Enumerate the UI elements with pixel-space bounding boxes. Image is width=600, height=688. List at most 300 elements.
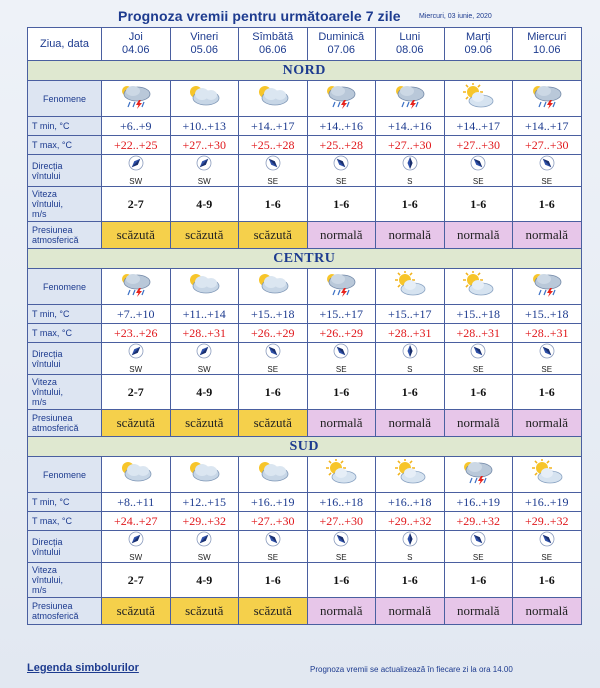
tmax-cell [170, 512, 239, 531]
tmax-cell [513, 512, 582, 531]
wind-speed-cell [444, 563, 513, 598]
wind-direction-value: SE [267, 177, 279, 186]
pressure-cell: scăzută [102, 598, 171, 625]
day-name: Sîmbătă [252, 31, 294, 43]
cloud-sun-icon [187, 83, 221, 114]
wind-direction-label-line: Direcția [32, 348, 63, 359]
phenomena-cell [513, 457, 582, 493]
wind-direction [308, 531, 376, 562]
wind-direction-row [28, 155, 582, 187]
tmax-cell [513, 324, 582, 343]
tmin-cell [444, 493, 513, 512]
tmin-value: +14..+16 [319, 119, 364, 133]
tmax-value: +24..+27 [113, 514, 158, 528]
sun-cloud-icon [393, 459, 427, 490]
tmax-value: +26..+29 [250, 326, 295, 340]
pressure-cell: scăzută [102, 222, 171, 249]
wind-direction-cell [307, 343, 376, 375]
tmax-label: T max, °C [28, 324, 102, 343]
tmin-value: +16..+18 [319, 495, 364, 509]
tmin-value: +15..+18 [524, 307, 569, 321]
wind-speed-cell [307, 563, 376, 598]
wind-speed-value: 1-6 [470, 573, 487, 587]
wind-speed-value: 1-6 [401, 573, 418, 587]
wind-speed-cell [444, 375, 513, 410]
wind-speed-label-line: vîntului, [32, 199, 64, 209]
wind-arrow-icon [196, 531, 212, 552]
tmin-cell [513, 493, 582, 512]
tmin-value: +16..+18 [387, 495, 432, 509]
wind-speed-value: 2-7 [127, 385, 144, 399]
day-date: 09.06 [464, 44, 493, 56]
wind-direction-label [28, 531, 102, 563]
phenomena-cell [102, 269, 171, 305]
phenomena-cell [239, 457, 308, 493]
tmin-cell [239, 117, 308, 136]
wind-arrow-icon [470, 343, 486, 364]
wind-direction [445, 343, 513, 374]
wind-speed-label [28, 187, 102, 222]
tmax-cell [307, 324, 376, 343]
wind-direction-value: S [407, 553, 413, 562]
wind-arrow-icon [402, 343, 418, 364]
pressure-cell: normală [513, 410, 582, 437]
tmin-cell [170, 493, 239, 512]
wind-direction-value: SW [129, 177, 143, 186]
wind-arrow-icon [539, 531, 555, 552]
wind-direction-cell [170, 531, 239, 563]
wind-arrow-icon [333, 155, 349, 176]
wind-speed-cell [307, 187, 376, 222]
wind-direction [171, 531, 239, 562]
pressure-label-line: atmosferică [32, 235, 79, 245]
tmin-cell [307, 305, 376, 324]
tmin-label: T min, °C [28, 305, 102, 324]
phenomena-row [28, 457, 582, 493]
day-date: 05.06 [190, 44, 219, 56]
region-row [28, 249, 582, 269]
tmax-cell [444, 136, 513, 155]
pressure-row [28, 410, 582, 437]
wind-direction-label-line: vîntului [32, 546, 61, 557]
wind-speed-cell [170, 375, 239, 410]
pressure-label [28, 598, 102, 625]
wind-direction-row [28, 531, 582, 563]
pressure-cell: normală [444, 222, 513, 249]
update-note: Prognoza vremii se actualizează în fiecare zi la ora 14.00 [310, 665, 513, 674]
wind-speed-cell [376, 187, 445, 222]
tmax-value: +25..+28 [319, 138, 364, 152]
wind-direction-value: SE [541, 553, 553, 562]
wind-speed-cell [102, 563, 171, 598]
wind-speed-cell [170, 187, 239, 222]
wind-direction-value: SW [197, 553, 211, 562]
sun-cloud-icon [530, 459, 564, 490]
wind-speed-value: 4-9 [196, 197, 213, 211]
wind-arrow-icon [333, 343, 349, 364]
wind-arrow-icon [539, 155, 555, 176]
phenomena-cell [239, 81, 308, 117]
storm-rain-icon [119, 83, 153, 114]
phenomena-cell [170, 269, 239, 305]
wind-direction-value: SE [472, 177, 484, 186]
tmax-cell [376, 512, 445, 531]
tmax-cell [239, 324, 308, 343]
wind-speed-row [28, 375, 582, 410]
wind-speed-value: 1-6 [333, 197, 350, 211]
sun-cloud-icon [461, 271, 495, 302]
day-name: Joi [128, 31, 143, 43]
wind-direction-cell [307, 155, 376, 187]
wind-direction [376, 155, 444, 186]
wind-direction-label-line: Direcția [32, 536, 63, 547]
tmax-cell [170, 324, 239, 343]
pressure-cell: scăzută [239, 222, 308, 249]
tmin-value: +10..+13 [182, 119, 227, 133]
tmin-value: +15..+18 [456, 307, 501, 321]
storm-rain-icon [393, 83, 427, 114]
wind-direction [102, 155, 170, 186]
wind-direction-value: SE [267, 553, 279, 562]
day-date: 04.06 [121, 44, 150, 56]
pressure-label-line: Presiunea [32, 601, 73, 611]
tmin-cell [513, 117, 582, 136]
tmax-value: +27..+30 [524, 138, 569, 152]
tmin-row [28, 493, 582, 512]
tmax-cell [102, 136, 171, 155]
tmin-value: +16..+19 [250, 495, 295, 509]
storm-rain-icon [530, 83, 564, 114]
pressure-cell: normală [376, 410, 445, 437]
wind-speed-value: 1-6 [333, 573, 350, 587]
wind-speed-value: 1-6 [401, 385, 418, 399]
wind-direction-cell [444, 155, 513, 187]
tmax-cell [376, 324, 445, 343]
day-name: Marți [466, 31, 491, 43]
tmin-label: T min, °C [28, 117, 102, 136]
wind-direction-cell [513, 343, 582, 375]
tmax-cell [170, 136, 239, 155]
wind-speed-cell [513, 375, 582, 410]
wind-direction [513, 531, 581, 562]
wind-direction [513, 155, 581, 186]
wind-speed-cell [376, 563, 445, 598]
tmax-value: +23..+26 [113, 326, 158, 340]
wind-speed-value: 1-6 [401, 197, 418, 211]
tmax-value: +28..+31 [387, 326, 432, 340]
wind-direction [102, 531, 170, 562]
wind-direction [376, 531, 444, 562]
phenomena-label: Fenomene [28, 269, 102, 305]
tmax-value: +26..+29 [319, 326, 364, 340]
tmax-value: +29..+32 [456, 514, 501, 528]
day-date: 07.06 [327, 44, 356, 56]
wind-speed-label-line: m/s [32, 585, 47, 595]
day-name: Duminică [318, 31, 365, 43]
day-name: Vineri [190, 31, 219, 43]
tmin-row [28, 305, 582, 324]
pressure-cell: scăzută [170, 598, 239, 625]
legend-link[interactable]: Legenda simbolurilor [27, 662, 139, 674]
cloud-sun-icon [256, 83, 290, 114]
tmax-cell [444, 324, 513, 343]
tmin-value: +14..+17 [250, 119, 295, 133]
tmin-cell [376, 493, 445, 512]
tmin-value: +16..+19 [456, 495, 501, 509]
wind-arrow-icon [128, 531, 144, 552]
pressure-cell: scăzută [170, 222, 239, 249]
wind-arrow-icon [128, 343, 144, 364]
wind-direction-value: SW [197, 177, 211, 186]
phenomena-row [28, 269, 582, 305]
wind-direction-label-line: Direcția [32, 160, 63, 171]
day-header [376, 28, 445, 61]
wind-speed-value: 1-6 [538, 385, 555, 399]
tmax-value: +27..+30 [250, 514, 295, 528]
tmin-value: +7..+10 [116, 307, 155, 321]
tmin-cell [376, 305, 445, 324]
wind-direction-cell [102, 343, 171, 375]
tmin-value: +11..+14 [182, 307, 226, 321]
wind-arrow-icon [128, 155, 144, 176]
header-row [28, 28, 582, 61]
wind-direction [445, 155, 513, 186]
day-date-header: Ziua, data [28, 28, 102, 61]
day-header [307, 28, 376, 61]
tmax-cell [513, 136, 582, 155]
cloud-sun-icon [187, 459, 221, 490]
pressure-cell: normală [376, 222, 445, 249]
tmax-cell [102, 324, 171, 343]
wind-speed-value: 1-6 [264, 197, 281, 211]
wind-arrow-icon [402, 155, 418, 176]
wind-speed-value: 1-6 [538, 197, 555, 211]
wind-arrow-icon [539, 343, 555, 364]
sun-cloud-icon [324, 459, 358, 490]
tmax-value: +29..+32 [182, 514, 227, 528]
phenomena-cell [444, 457, 513, 493]
pressure-cell: normală [307, 410, 376, 437]
tmin-cell [444, 117, 513, 136]
tmin-value: +14..+17 [524, 119, 569, 133]
wind-direction-value: SW [129, 365, 143, 374]
pressure-label-line: atmosferică [32, 423, 79, 433]
tmax-label: T max, °C [28, 136, 102, 155]
day-date: 10.06 [532, 44, 561, 56]
tmin-value: +16..+19 [524, 495, 569, 509]
day-header [170, 28, 239, 61]
wind-speed-cell [239, 187, 308, 222]
wind-direction-label [28, 343, 102, 375]
wind-arrow-icon [265, 343, 281, 364]
wind-direction-cell [376, 155, 445, 187]
wind-arrow-icon [333, 531, 349, 552]
tmin-cell [102, 117, 171, 136]
phenomena-cell [102, 457, 171, 493]
wind-speed-label [28, 563, 102, 598]
pressure-cell: normală [307, 598, 376, 625]
wind-direction-value: SE [335, 177, 347, 186]
wind-arrow-icon [265, 531, 281, 552]
wind-direction-cell [376, 531, 445, 563]
phenomena-cell [170, 457, 239, 493]
wind-direction [102, 343, 170, 374]
cloud-sun-icon [256, 271, 290, 302]
wind-direction-value: SE [541, 365, 553, 374]
phenomena-cell [376, 269, 445, 305]
wind-direction-cell [444, 343, 513, 375]
tmin-cell [444, 305, 513, 324]
tmin-value: +8..+11 [117, 495, 155, 509]
phenomena-cell [307, 457, 376, 493]
tmax-row [28, 512, 582, 531]
pressure-label-line: Presiunea [32, 225, 73, 235]
wind-speed-row [28, 187, 582, 222]
tmin-value: +15..+18 [250, 307, 295, 321]
wind-direction [171, 155, 239, 186]
wind-direction [308, 343, 376, 374]
wind-direction-cell [513, 531, 582, 563]
wind-direction-row [28, 343, 582, 375]
wind-direction [308, 155, 376, 186]
day-date: 06.06 [258, 44, 287, 56]
pressure-label [28, 222, 102, 249]
cloud-sun-icon [187, 271, 221, 302]
wind-direction-cell [239, 155, 308, 187]
wind-speed-cell [513, 563, 582, 598]
wind-speed-value: 1-6 [470, 385, 487, 399]
sun-cloud-icon [461, 83, 495, 114]
pressure-cell: normală [513, 598, 582, 625]
wind-direction-value: SW [197, 365, 211, 374]
pressure-row [28, 598, 582, 625]
tmax-label: T max, °C [28, 512, 102, 531]
wind-arrow-icon [470, 531, 486, 552]
tmin-cell [102, 305, 171, 324]
day-name: Miercuri [527, 31, 567, 43]
tmax-cell [239, 512, 308, 531]
phenomena-cell [307, 81, 376, 117]
wind-speed-label-line: Viteza [32, 377, 57, 387]
wind-direction-value: SE [267, 365, 279, 374]
pressure-cell: normală [444, 410, 513, 437]
wind-speed-value: 2-7 [127, 197, 144, 211]
wind-speed-label [28, 375, 102, 410]
tmin-value: +15..+17 [319, 307, 364, 321]
wind-direction-value: SE [541, 177, 553, 186]
day-header [513, 28, 582, 61]
wind-speed-value: 1-6 [470, 197, 487, 211]
tmin-row [28, 117, 582, 136]
wind-speed-cell [239, 375, 308, 410]
tmax-row [28, 136, 582, 155]
tmax-cell [444, 512, 513, 531]
pressure-cell: scăzută [102, 410, 171, 437]
pressure-cell: scăzută [170, 410, 239, 437]
tmax-cell [239, 136, 308, 155]
wind-direction-cell [170, 155, 239, 187]
wind-arrow-icon [470, 155, 486, 176]
storm-rain-icon [324, 271, 358, 302]
wind-speed-value: 1-6 [538, 573, 555, 587]
wind-speed-cell [376, 375, 445, 410]
wind-direction-label-line: vîntului [32, 170, 61, 181]
tmax-value: +22..+25 [113, 138, 158, 152]
storm-rain-icon [461, 459, 495, 490]
phenomena-row [28, 81, 582, 117]
tmin-cell [170, 305, 239, 324]
wind-direction [239, 155, 307, 186]
tmax-value: +27..+30 [456, 138, 501, 152]
phenomena-cell [170, 81, 239, 117]
pressure-label-line: atmosferică [32, 611, 79, 621]
tmax-cell [376, 136, 445, 155]
tmax-value: +28..+31 [182, 326, 227, 340]
wind-direction-value: SE [335, 553, 347, 562]
wind-speed-value: 1-6 [264, 573, 281, 587]
phenomena-cell [513, 269, 582, 305]
tmin-cell [170, 117, 239, 136]
tmax-value: +29..+32 [387, 514, 432, 528]
pressure-cell: scăzută [239, 410, 308, 437]
tmin-cell [307, 493, 376, 512]
wind-direction-value: S [407, 365, 413, 374]
tmin-value: +14..+16 [387, 119, 432, 133]
tmin-value: +12..+15 [182, 495, 227, 509]
wind-direction-cell [239, 343, 308, 375]
pressure-label-line: Presiunea [32, 413, 73, 423]
wind-direction [445, 531, 513, 562]
wind-direction [239, 531, 307, 562]
tmax-row [28, 324, 582, 343]
tmax-cell [102, 512, 171, 531]
region-row [28, 61, 582, 81]
day-header [239, 28, 308, 61]
wind-speed-cell [102, 375, 171, 410]
phenomena-label: Fenomene [28, 457, 102, 493]
pressure-label [28, 410, 102, 437]
wind-direction-value: SW [129, 553, 143, 562]
wind-speed-label-line: Viteza [32, 565, 57, 575]
wind-direction-cell [102, 531, 171, 563]
wind-speed-label-line: vîntului, [32, 387, 64, 397]
phenomena-cell [376, 81, 445, 117]
wind-speed-cell [102, 187, 171, 222]
day-date: 08.06 [395, 44, 424, 56]
wind-direction-value: SE [335, 365, 347, 374]
wind-arrow-icon [196, 343, 212, 364]
wind-speed-label-line: Viteza [32, 189, 57, 199]
tmax-value: +27..+30 [182, 138, 227, 152]
phenomena-cell [376, 457, 445, 493]
tmin-value: +14..+17 [456, 119, 501, 133]
storm-rain-icon [119, 271, 153, 302]
wind-direction-cell [102, 155, 171, 187]
tmax-cell [307, 136, 376, 155]
wind-speed-cell [513, 187, 582, 222]
wind-arrow-icon [265, 155, 281, 176]
wind-direction-cell [307, 531, 376, 563]
wind-speed-cell [170, 563, 239, 598]
phenomena-cell [444, 269, 513, 305]
phenomena-cell [239, 269, 308, 305]
wind-speed-label-line: vîntului, [32, 575, 64, 585]
day-name: Luni [399, 31, 421, 43]
wind-speed-value: 1-6 [264, 385, 281, 399]
tmax-cell [307, 512, 376, 531]
pressure-cell: normală [444, 598, 513, 625]
phenomena-label: Fenomene [28, 81, 102, 117]
